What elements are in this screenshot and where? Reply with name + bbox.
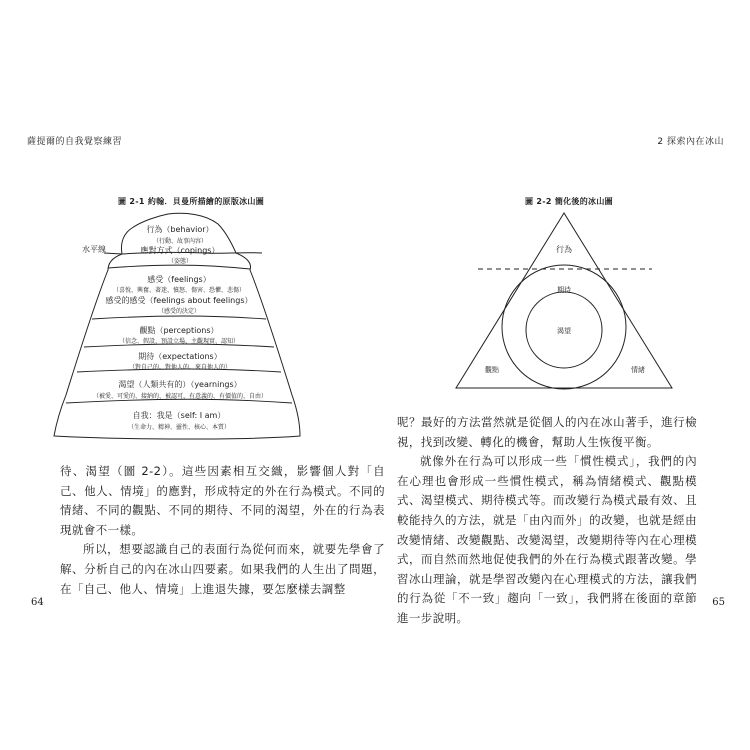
right-paragraph-1: 呢？最好的方法當然就是從個人的內在冰山著手，進行檢視，找到改變、轉化的機會，幫助人生恢復平衡。 bbox=[397, 415, 697, 449]
triangle-diagram bbox=[456, 213, 672, 389]
page-number-right: 65 bbox=[712, 597, 725, 608]
tier-self-title: 自我：我是（self: I am） bbox=[132, 411, 226, 420]
tier-behavior-sub: （行動、故事內容） bbox=[152, 238, 208, 245]
right-paragraph-2: 就像外在行為可以形成一些「慣性模式」，我們的內在心理也會形成一些慣性模式，稱為情緒模式、觀點模式、渴望模式、期待模式等。而改變行為模式最有效、且較能持久的方法，就是「由內而外」的改變，也就是經由改變情緒、改變觀點、改變渴望，改變期待等內在心理模式，而自然而然地促使我們的外在行為模式跟著改變。學習冰山理論，就是學習改變內在心理模式的方法，讓我們的行為從「不一致」趨向「一致」，我們將在後面的章節進一步說明。 bbox=[397, 454, 697, 625]
tier-expectations-sub: （對自己的、對他人的、來自他人的） bbox=[128, 364, 232, 371]
tier-yearnings-title: 渴望（人類共有的）（yearnings） bbox=[118, 380, 242, 389]
label-yearnings: 渴望 bbox=[557, 327, 571, 335]
label-feelings: 情緒 bbox=[631, 366, 645, 374]
tier-copings-title: 應對方式（copings） bbox=[140, 246, 220, 255]
figure-caption-2-2: 圖 2-2 簡化後的冰山圖 bbox=[525, 197, 613, 206]
left-paragraph-2: 所以，想要認識自己的表面行為從何而來，就要先學會了解、分析自己的內在冰山四要素。如果我們的人生出了問題，在「自己、他人、情境」上進退失據，要怎麼樣去調整 bbox=[60, 542, 385, 596]
tier-self-sub: （生命力、精神、靈性、核心、本質） bbox=[127, 424, 231, 431]
tier-expectations-title: 期待（expectations） bbox=[138, 352, 222, 361]
waterline-label: 水平線 bbox=[82, 245, 106, 254]
left-body-text bbox=[60, 462, 385, 599]
running-head-right: 2 探索內在冰山 bbox=[657, 137, 724, 147]
tier-yearnings-sub: （被愛、可愛的、接納的、被認可、有意義的、有價值的、自由） bbox=[92, 393, 268, 400]
left-paragraph-1: 待、渴望（圖 2-2）。這些因素相互交織，影響個人對「自己、他人、情境」的應對，形成特定的外在行為模式。不同的情緒、不同的觀點、不同的期待、不同的渴望，外在的行為表現就會不一樣。 bbox=[60, 464, 385, 537]
tier-feelings-about-sub: （感受的決定） bbox=[157, 308, 201, 315]
tier-copings-sub: （姿態） bbox=[167, 258, 193, 265]
label-behavior: 行為 bbox=[556, 245, 572, 254]
label-expectations: 期待 bbox=[557, 286, 571, 294]
iceberg-diagram bbox=[54, 213, 300, 439]
tier-line-1 bbox=[108, 265, 250, 269]
tier-feelings-sub: （喜悅、興奮、著迷、憤怒、傷害、恐懼、悲傷） bbox=[112, 287, 246, 294]
tier-perceptions-title: 觀點（perceptions） bbox=[139, 326, 219, 335]
tier-perceptions-sub: （信念、假設、預設立場、主觀現實、認知） bbox=[118, 338, 240, 345]
right-body-text bbox=[397, 413, 697, 629]
tier-feelings-title: 感受（feelings） bbox=[147, 275, 211, 284]
running-head-left: 薩提爾的自我覺察練習 bbox=[27, 137, 123, 147]
page-number-left: 64 bbox=[31, 597, 44, 608]
tier-behavior-title: 行為（behavior） bbox=[146, 225, 214, 234]
tier-line-2 bbox=[92, 316, 266, 319]
figure-caption-2-1: 圖 2-1 約翰．貝曼所描繪的原版冰山圖 bbox=[118, 197, 265, 206]
triangle-outline bbox=[456, 213, 672, 388]
label-perceptions: 觀點 bbox=[485, 366, 499, 374]
tier-feelings-about-title: 感受的感受（feelings about feelings） bbox=[105, 296, 253, 305]
